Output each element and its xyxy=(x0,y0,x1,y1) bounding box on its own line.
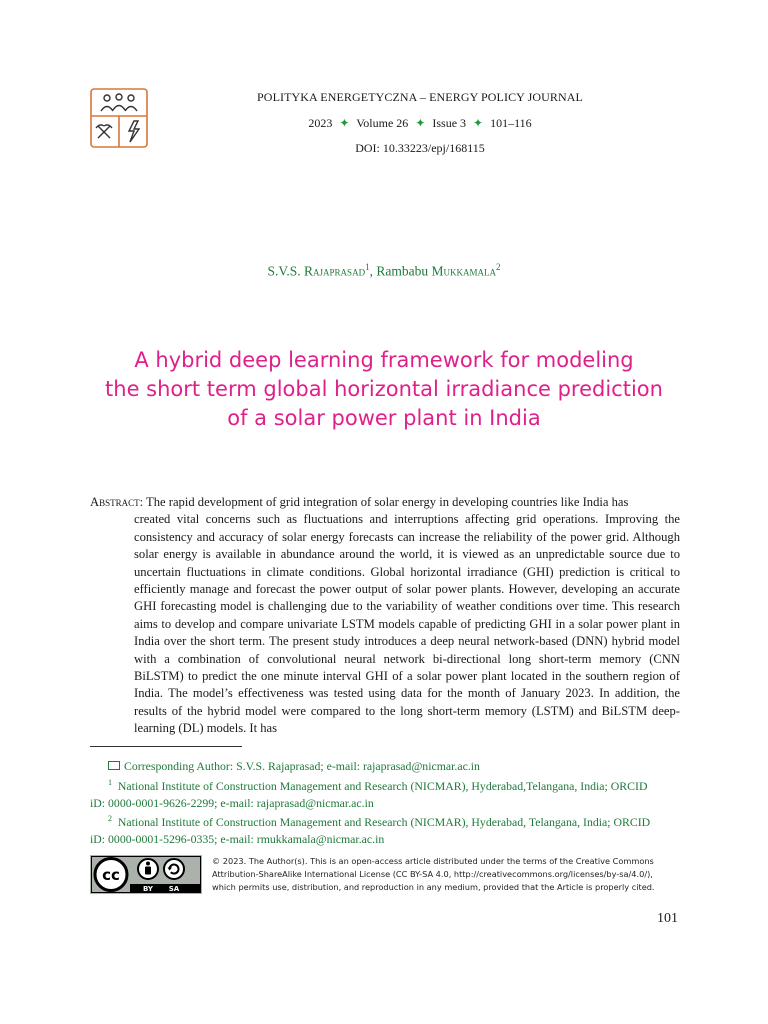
abstract-first-line: The rapid development of grid integration of solar energy in developing countries like India has xyxy=(143,495,629,509)
by-label: BY xyxy=(142,885,154,893)
license-text xyxy=(212,855,680,894)
abstract-body: created vital concerns such as fluctuations and interruptions affecting grid operations. Improving the consistency and accuracy of solar energy forecasts can increase the reliability of the power grid. Although solar energy is available in abundance around the world, it is viewed as an unpredictable source due to uncertain fluctuations in climate conditions. Global horizontal irradiance (GHI) prediction is critical to efficiently manage and forecast the power output of solar power plants. However, developing an accurate GHI forecasting model is challenging due to the variability of weather conditions over time. This research aims to develop and compare univariate LSTM models capable of predicting GHI in a solar power plant in India over the short term. The present study introduces a deep neural network-based (DNN) hybrid model with a combination of convolutional neural network bi-directional long short-term memory (CNN BiLSTM) to predict the one minute interval GHI of a solar power plant located in the southern region of India. The model’s effectiveness was tested using data for the month of January 2023. In addition, the results of the hybrid model were compared to the long short-term memory (LSTM) and BiLSTM deep-learning (DL) models. It has xyxy=(134,512,680,736)
license-line-3: which permits use, distribution, and reproduction in any medium, provided that the Article is properly cited. xyxy=(212,882,655,892)
journal-volume: Volume 26 xyxy=(356,116,409,130)
footnote-1-line-1: National Institute of Construction Management and Research (NICMAR), Hyderabad,Telangana, India; ORCID xyxy=(117,778,648,793)
journal-issue-line xyxy=(160,116,680,131)
star-separator-icon: ✦ xyxy=(415,116,426,130)
footnotes xyxy=(90,758,680,848)
author-list xyxy=(0,262,768,280)
sa-label: SA xyxy=(168,885,180,893)
author-1-surname: Rajaprasad xyxy=(304,263,366,279)
footnote-1-line-2: iD: 0000-0001-9626-2299; e-mail: rajaprasad@nicmar.ac.in xyxy=(90,795,374,810)
paper-title xyxy=(40,346,728,433)
cc-icon: cc xyxy=(102,866,120,884)
license-line-1: © 2023. The Author(s). This is an open-access article distributed under the terms of the Creative Commons xyxy=(212,856,654,866)
title-line-3: of a solar power plant in India xyxy=(227,406,541,430)
title-line-1: A hybrid deep learning framework for modeling xyxy=(134,348,634,372)
author-2-given: Rambabu xyxy=(376,263,432,279)
journal-name: POLITYKA ENERGETYCZNA – ENERGY POLICY JOURNAL xyxy=(257,90,583,104)
journal-logo xyxy=(90,88,148,148)
cc-by-sa-badge[interactable] xyxy=(90,855,202,894)
star-separator-icon: ✦ xyxy=(339,116,350,130)
author-2-affiliation-mark: 2 xyxy=(495,262,501,272)
journal-pages: 101–116 xyxy=(490,116,532,130)
footnote-divider xyxy=(90,746,242,747)
author-1-initials: S.V.S. xyxy=(267,263,305,279)
abstract-label: Abstract: xyxy=(90,495,144,509)
doi-link[interactable]: DOI: 10.33223/epj/168115 xyxy=(355,141,485,155)
footnote-1-mark: 1 xyxy=(108,777,112,787)
author-1-affiliation-mark: 1 xyxy=(365,262,370,272)
abstract xyxy=(90,494,680,738)
envelope-icon xyxy=(108,761,120,770)
author-2-surname: Mukkamala xyxy=(431,263,496,279)
journal-issue: Issue 3 xyxy=(432,116,467,130)
author-separator: , xyxy=(369,263,377,279)
page-number: 101 xyxy=(657,911,678,926)
title-line-2: the short term global horizontal irradiance prediction xyxy=(105,377,663,401)
footnote-2-line-1: National Institute of Construction Management and Research (NICMAR), Hyderabad, Telangana, India; ORCID xyxy=(117,815,651,830)
footnote-2-line-2: iD: 0000-0001-5296-0335; e-mail: rmukkamala@nicmar.ac.in xyxy=(90,832,385,847)
journal-year: 2023 xyxy=(308,116,333,130)
license-line-2: Attribution-ShareAlike International License (CC BY-SA 4.0, http://creativecommons.org/licenses/by-sa/4.0/), xyxy=(212,869,653,879)
footnote-2-mark: 2 xyxy=(108,814,112,824)
person-icon xyxy=(146,862,150,866)
corresponding-author: Corresponding Author: S.V.S. Rajaprasad; e-mail: rajaprasad@nicmar.ac.in xyxy=(124,759,480,773)
star-separator-icon: ✦ xyxy=(473,116,484,130)
